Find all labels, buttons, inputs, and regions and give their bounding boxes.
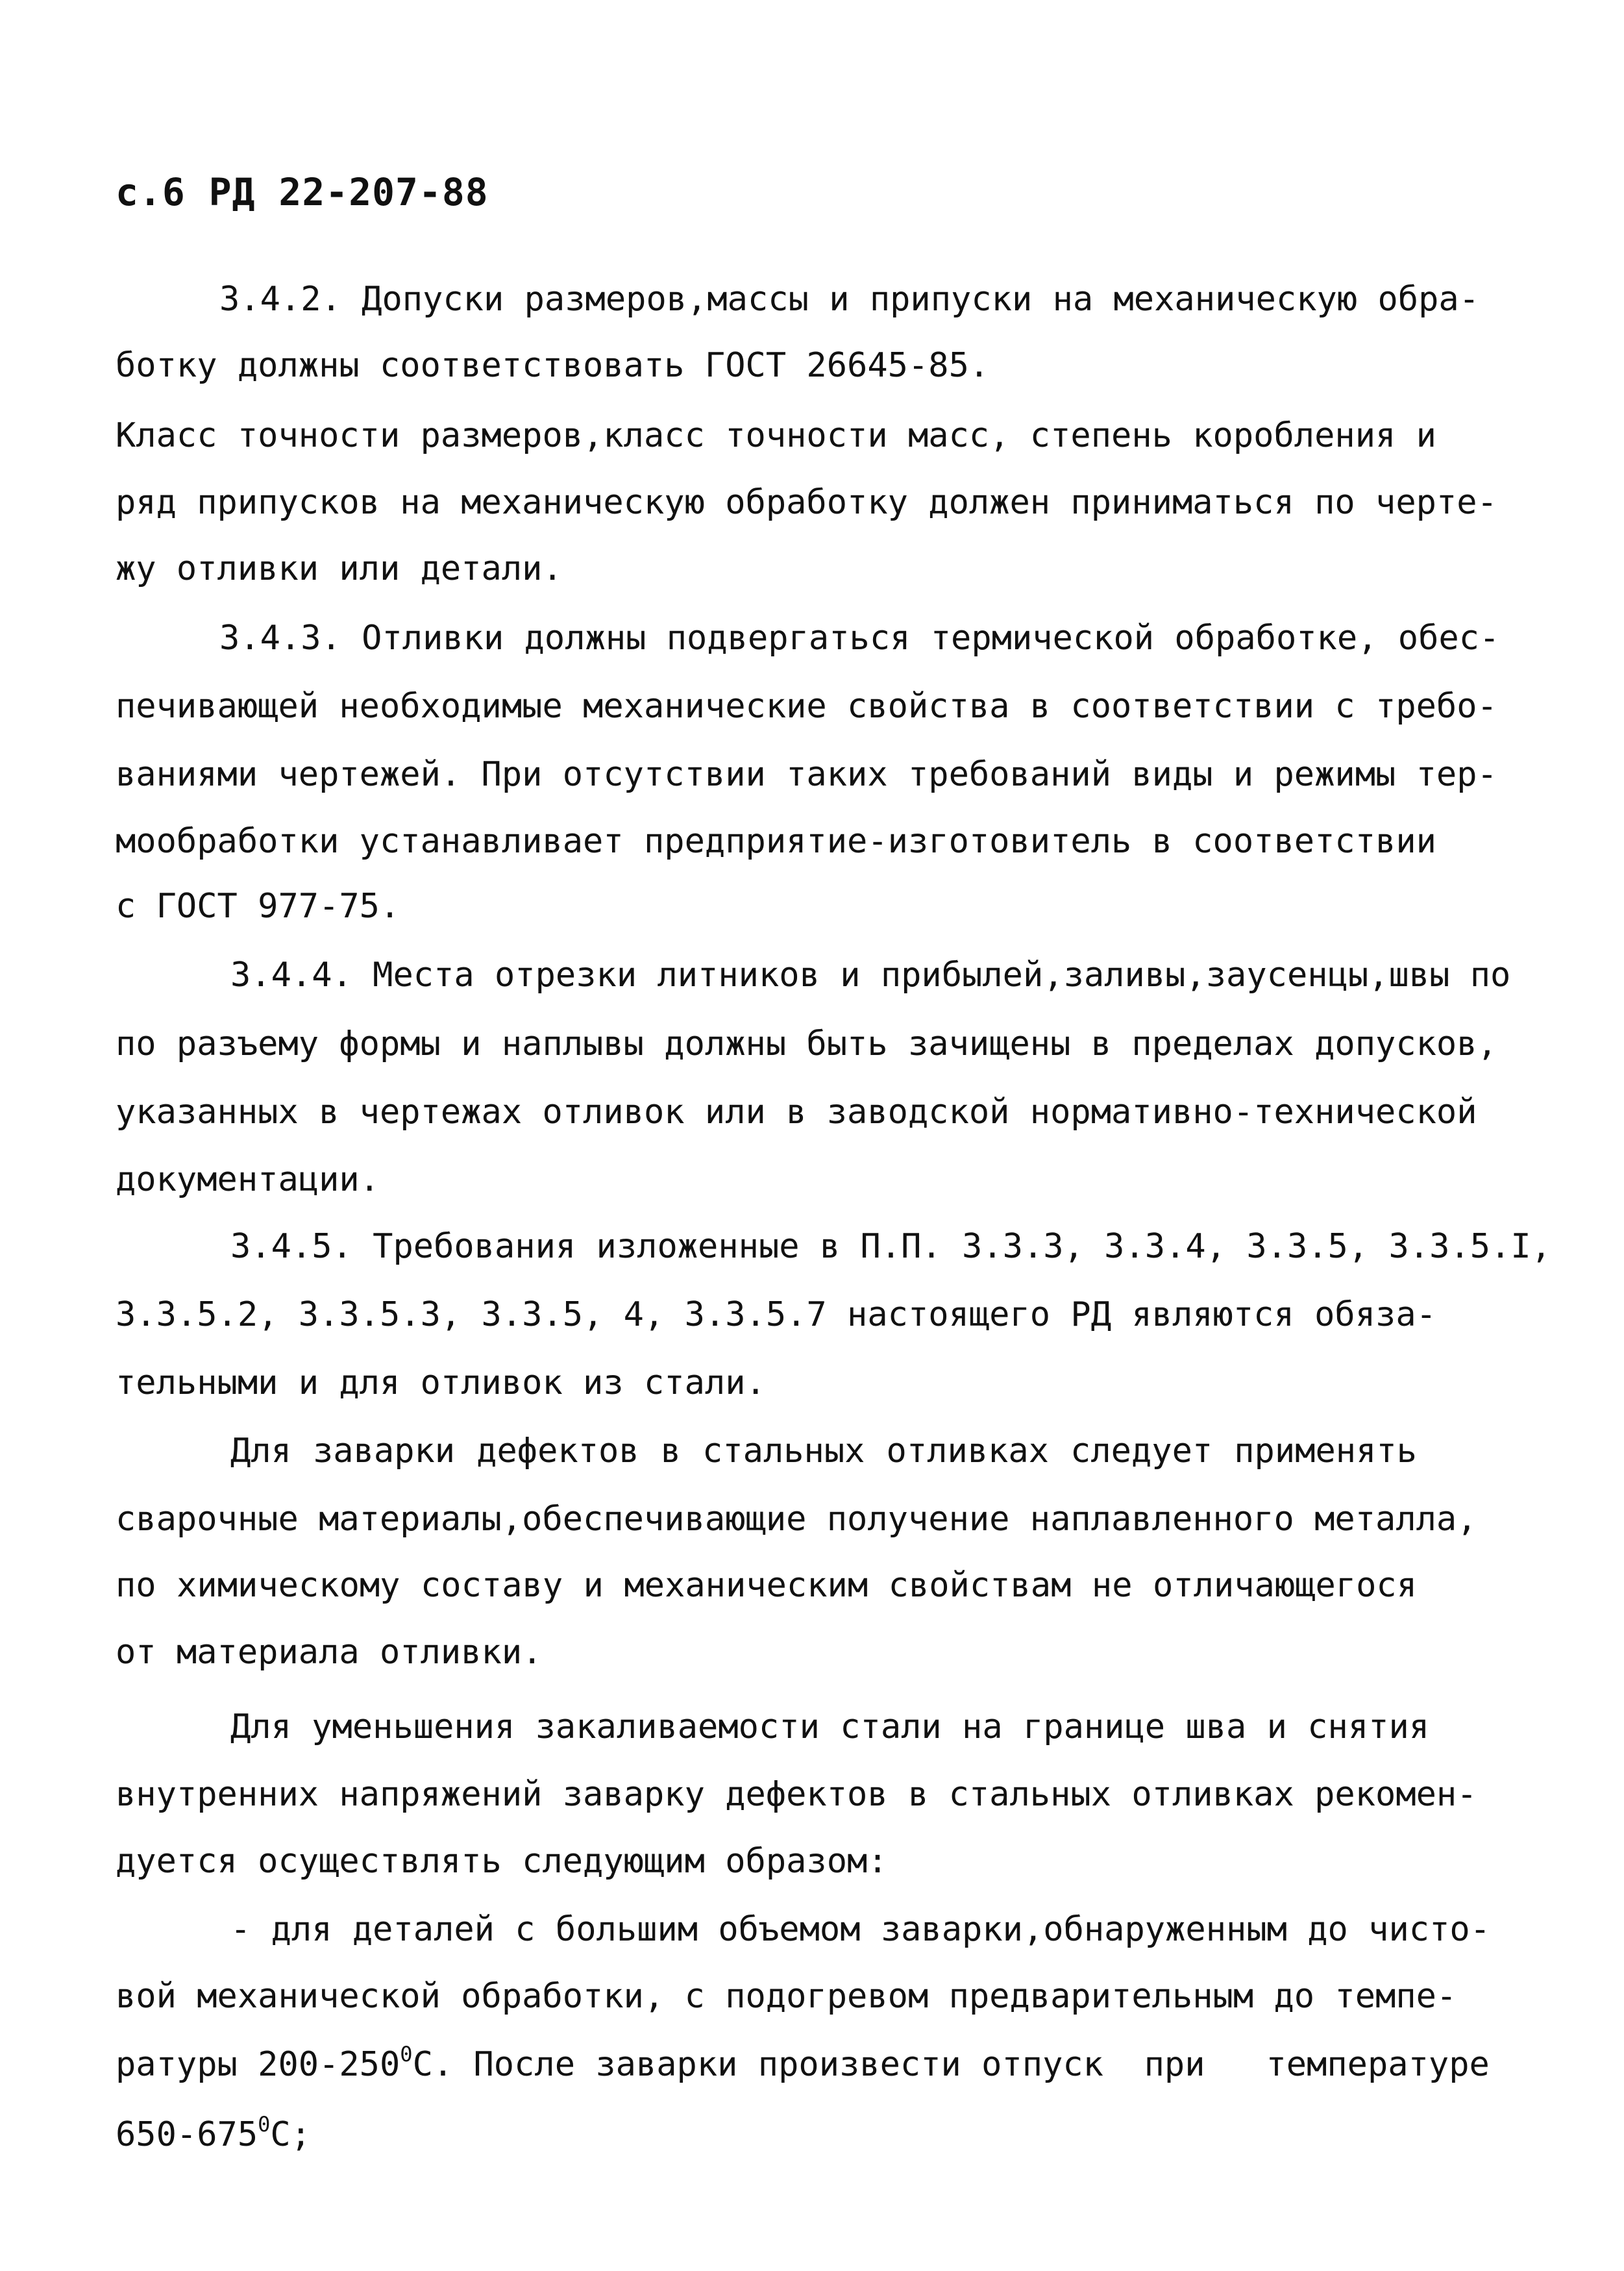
text-line-temperature — [116, 2042, 1490, 2084]
text-line: с ГОСТ 977-75. — [116, 887, 400, 926]
text-line: вой механической обработки, с подогревом предварительным до темпе- — [116, 1977, 1457, 2016]
text-line: по химическому составу и механическим свойствам не отличающегося — [116, 1566, 1417, 1605]
text-fragment: С; — [270, 2115, 312, 2154]
text-line: внутренних напряжений заварку дефектов в стальных отливках рекомен- — [116, 1775, 1477, 1814]
superscript-degree: 0 — [258, 2112, 271, 2137]
text-line: от материала отливки. — [116, 1633, 543, 1672]
text-line: печивающей необходимые механические свойства в соответствии с требо- — [116, 687, 1497, 726]
text-line: указанных в чертежах отливок или в заводской нормативно-технической — [116, 1093, 1477, 1132]
text-line: 3.3.5.2, 3.3.5.3, 3.3.5, 4, 3.3.5.7 настоящего РД являются обяза- — [116, 1295, 1436, 1334]
text-fragment: С. После заварки произвести отпуск при температуре — [412, 2045, 1490, 2084]
text-line: сварочные материалы,обеспечивающие получение наплавленного металла, — [116, 1500, 1477, 1539]
text-line: 3.4.4. Места отрезки литников и прибылей,заливы,заусенцы,швы по — [230, 956, 1511, 995]
superscript-degree: 0 — [400, 2042, 413, 2066]
text-line: Класс точности размеров,класс точности масс, степень коробления и — [116, 416, 1436, 455]
page-header: с.6 РД 22-207-88 — [116, 170, 489, 214]
text-line: 3.4.2. Допуски размеров,массы и припуски на механическую обра- — [219, 280, 1480, 319]
text-line: - для деталей с большим объемом заварки,обнаруженным до чисто- — [230, 1910, 1491, 1949]
text-fragment: 650-675 — [116, 2115, 258, 2154]
text-fragment: ратуры 200-250 — [116, 2045, 400, 2084]
text-line: 3.4.3. Отливки должны подвергаться термической обработке, обес- — [219, 619, 1500, 658]
text-line: по разъему формы и наплывы должны быть зачищены в пределах допусков, — [116, 1024, 1497, 1063]
text-line: ваниями чертежей. При отсутствии таких требований виды и режимы тер- — [116, 755, 1497, 794]
text-line: мообработки устанавливает предприятие-изготовитель в соответствии — [116, 822, 1436, 861]
text-line: Для заварки дефектов в стальных отливках следует применять — [230, 1432, 1417, 1471]
text-line: ряд припусков на механическую обработку должен приниматься по черте- — [116, 483, 1497, 522]
text-line: Для уменьшения закаливаемости стали на границе шва и снятия — [230, 1707, 1430, 1746]
text-line: тельными и для отливок из стали. — [116, 1363, 766, 1402]
text-line: ботку должны соответствовать ГОСТ 26645-85. — [116, 346, 990, 385]
text-line-temperature — [116, 2112, 312, 2154]
text-line: 3.4.5. Требования изложенные в П.П. 3.3.3, 3.3.4, 3.3.5, 3.3.5.I, — [230, 1227, 1551, 1266]
text-line: документации. — [116, 1160, 380, 1199]
text-line: дуется осуществлять следующим образом: — [116, 1842, 888, 1881]
text-line: жу отливки или детали. — [116, 549, 563, 588]
